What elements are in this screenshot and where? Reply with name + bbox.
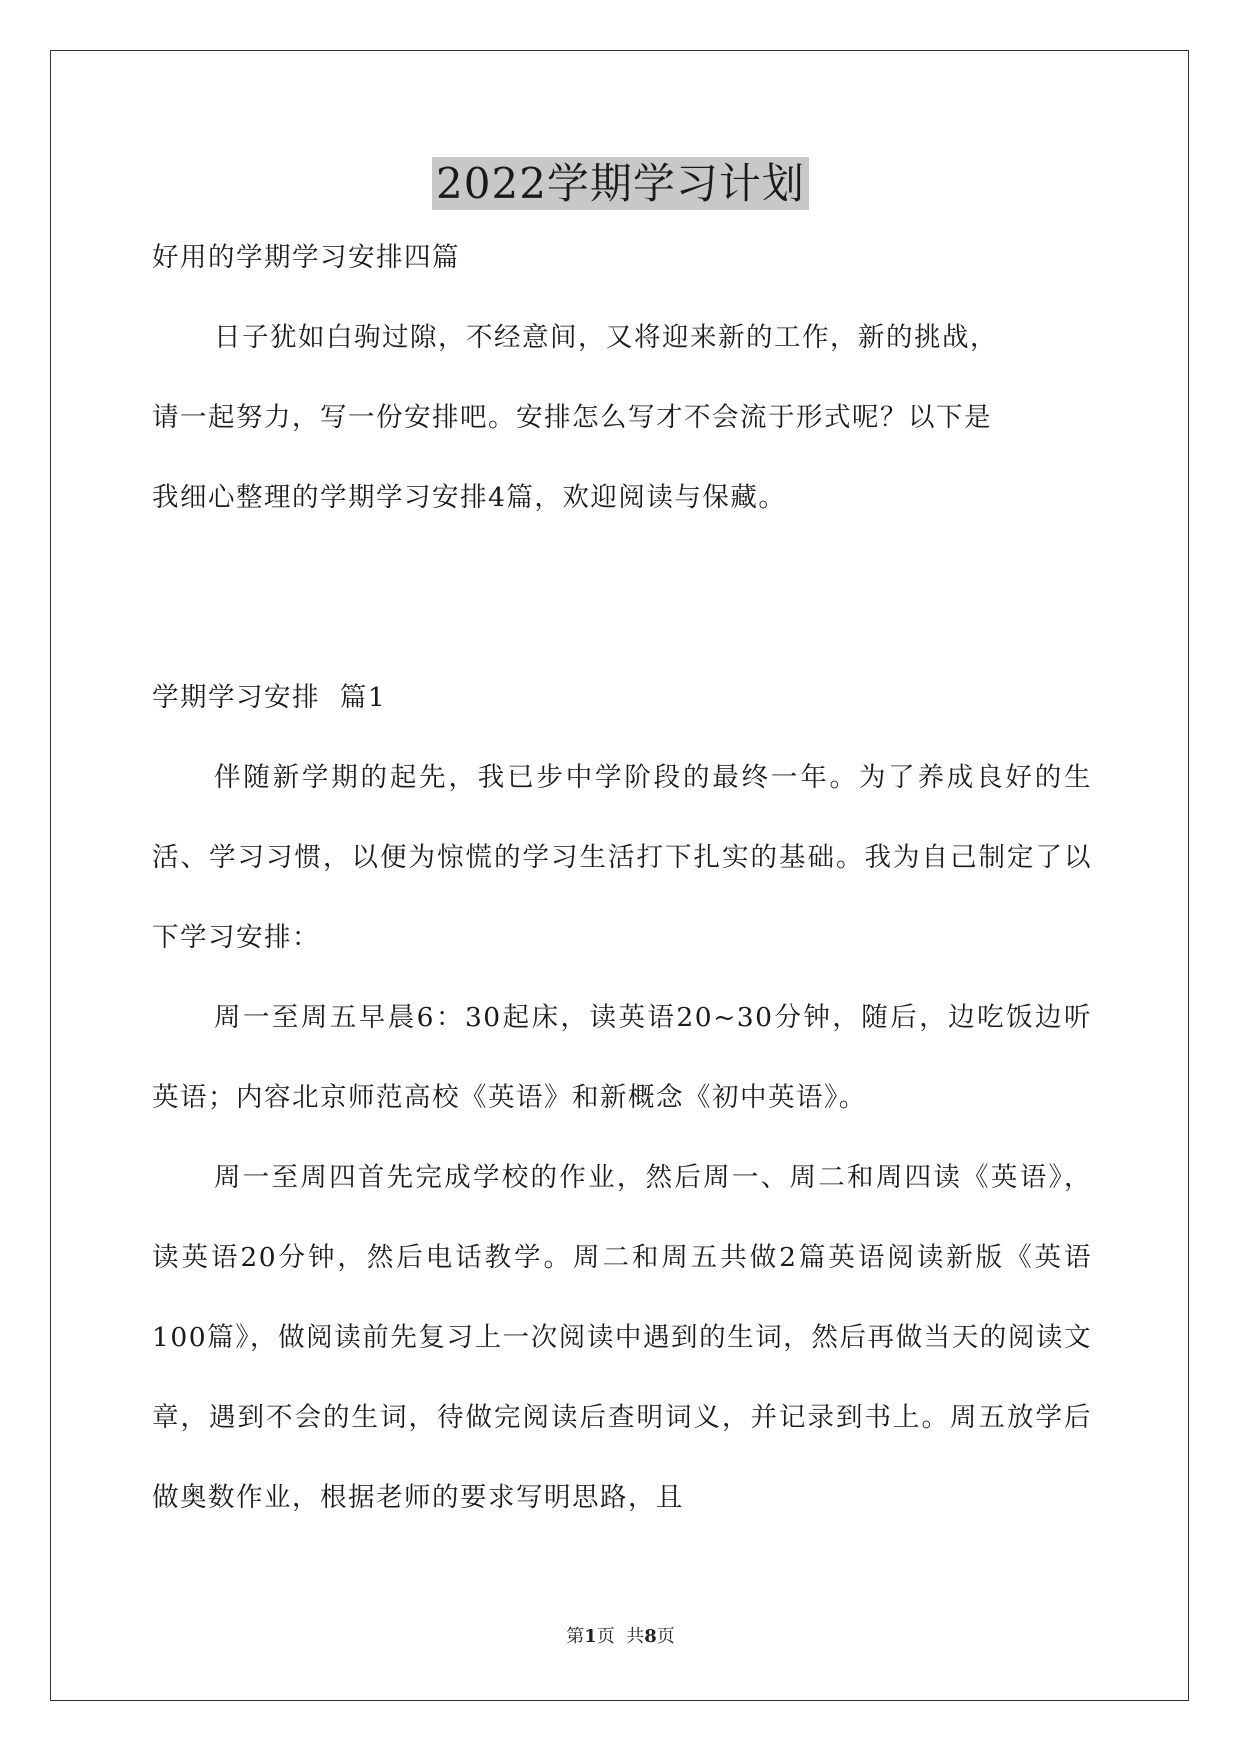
intro-line-3: 我细心整理的学期学习安排4篇，欢迎阅读与保藏。 [152,482,787,513]
footer-page-suffix: 页 [656,1626,675,1647]
section-heading: 学期学习安排 篇1 [152,682,387,713]
footer-page-total: 8 [644,1626,657,1647]
intro-line-1: 日子犹如白驹过隙，不经意间，又将迎来新的工作，新的挑战， [214,322,998,353]
footer-page-current: 1 [584,1626,597,1647]
paragraph-2: 周一至周五早晨6：30起床，读英语20~30分钟，随后，边吃饭边听英语；内容北京师范高校《英语》和新概念《初中英语》。 [152,1002,1092,1113]
document-subtitle: 好用的学期学习安排四篇 [152,242,460,273]
intro-section [152,218,1092,538]
section-1 [152,658,1092,1538]
intro-line-2: 请一起努力，写一份安排吧。安排怎么写才不会流于形式呢？以下是 [152,402,992,433]
document-title [0,152,1241,216]
paragraph-3: 周一至周四首先完成学校的作业，然后周一、周二和周四读《英语》，读英语20分钟，然后电话教学。周二和周五共做2篇英语阅读新版《英语100篇》，做阅读前先复习上一次阅读中遇到的生词，然后再做当天的阅读文章，遇到不会的生词，待做完阅读后查明词义，并记录到书上。周五放学后做奥数作业，根据老师的要求写明思路，且 [152,1162,1092,1513]
paragraph-1: 伴随新学期的起先，我已步中学阶段的最终一年。为了养成良好的生活、学习习惯，以便为惊慌的学习生活打下扎实的基础。我为自己制定了以下学习安排： [152,762,1092,953]
footer-page-prefix: 第 [566,1626,585,1647]
document-title-text: 2022学期学习计划 [432,157,809,210]
footer-page-mid: 页 共 [596,1626,645,1647]
page-footer [0,1622,1241,1648]
